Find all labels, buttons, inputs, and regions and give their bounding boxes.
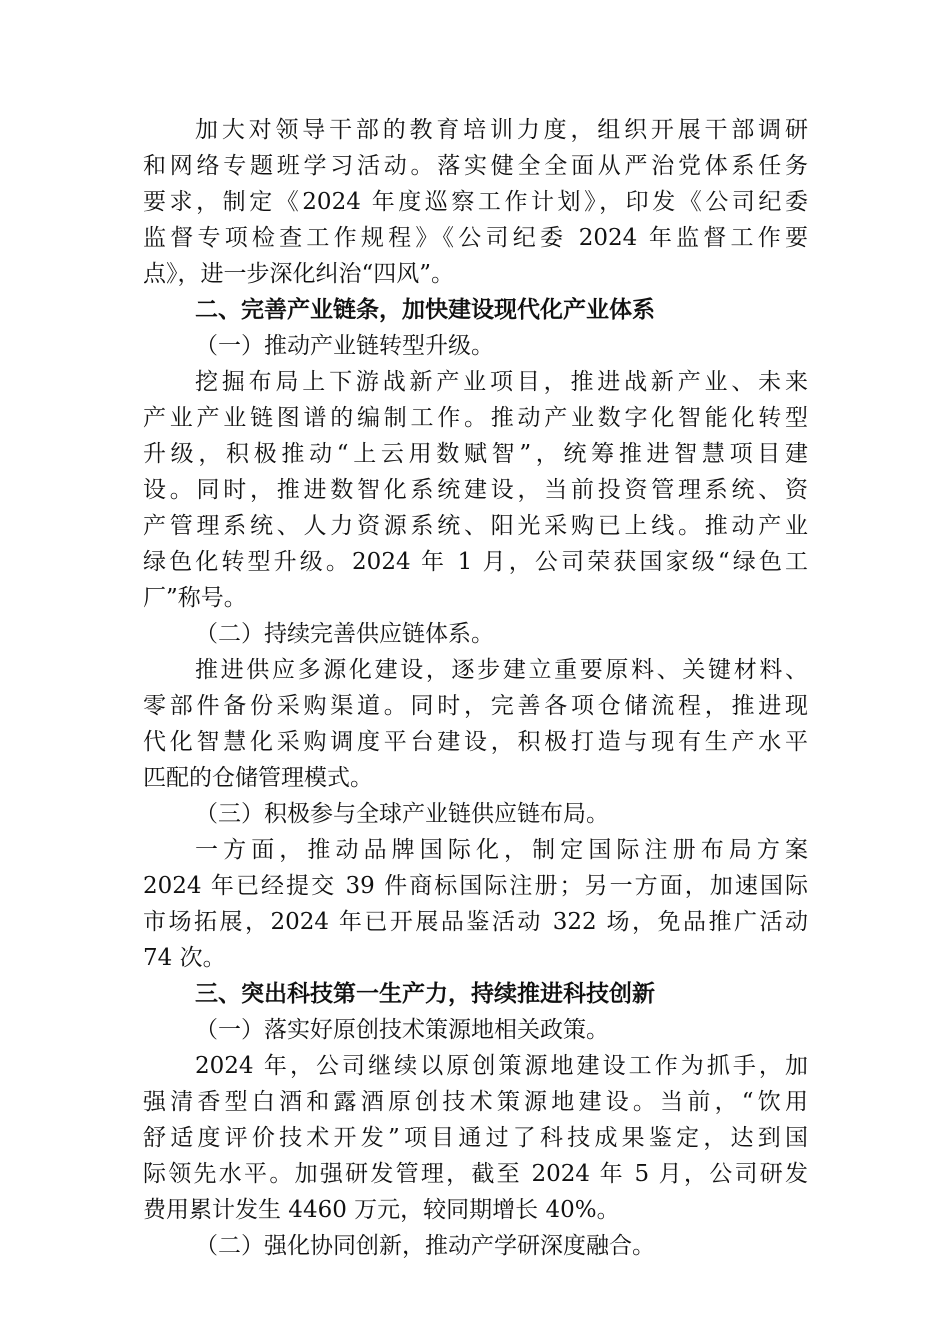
paragraph-line: 2024 年，公司继续以原创策源地建设工作为抓手，加 [195, 1053, 808, 1079]
section-heading-3: 三、突出科技第一生产力，持续推进科技创新 [195, 981, 655, 1007]
paragraph-line: 点》，进一步深化纠治“四风”。 [143, 261, 455, 287]
paragraph-line: 推进供应多源化建设，逐步建立重要原料、关键材料、 [195, 657, 808, 683]
subsection-heading: （三）积极参与全球产业链供应链布局。 [195, 801, 609, 827]
paragraph-line: 监督专项检查工作规程》《公司纪委 2024 年监督工作要 [143, 225, 808, 251]
paragraph-line: 厂”称号。 [143, 585, 247, 611]
document-body [143, 112, 808, 1264]
paragraph-line: 和网络专题班学习活动。落实健全全面从严治党体系任务 [143, 153, 808, 179]
paragraph-line: 74 次。 [143, 945, 226, 971]
paragraph-line: 绿色化转型升级。2024 年 1 月，公司荣获国家级“绿色工 [143, 549, 808, 575]
paragraph-line: 市场拓展，2024 年已开展品鉴活动 322 场，免品推广活动 [143, 909, 808, 935]
paragraph-line: 强清香型白酒和露酒原创技术策源地建设。当前，“饮用 [143, 1089, 808, 1115]
paragraph-line: 2024 年已经提交 39 件商标国际注册；另一方面，加速国际 [143, 873, 808, 899]
paragraph-line: 升级，积极推动“上云用数赋智”，统筹推进智慧项目建 [143, 441, 808, 467]
paragraph-line: 设。同时，推进数智化系统建设，当前投资管理系统、资 [143, 477, 808, 503]
paragraph-line: 际领先水平。加强研发管理，截至 2024 年 5 月，公司研发 [143, 1161, 808, 1187]
paragraph-line: 零部件备份采购渠道。同时，完善各项仓储流程，推进现 [143, 693, 808, 719]
paragraph-line: 费用累计发生 4460 万元，较同期增长 40%。 [143, 1197, 620, 1223]
subsection-heading: （一）推动产业链转型升级。 [195, 333, 494, 359]
paragraph-line: 舒适度评价技术开发”项目通过了科技成果鉴定，达到国 [143, 1125, 808, 1151]
subsection-heading: （一）落实好原创技术策源地相关政策。 [195, 1017, 609, 1043]
section-heading-2: 二、完善产业链条，加快建设现代化产业体系 [195, 297, 655, 323]
paragraph-line: 产管理系统、人力资源系统、阳光采购已上线。推动产业 [143, 513, 808, 539]
paragraph-line: 挖掘布局上下游战新产业项目，推进战新产业、未来 [195, 369, 808, 395]
paragraph-line: 产业产业链图谱的编制工作。推动产业数字化智能化转型 [143, 405, 808, 431]
paragraph-line: 一方面，推动品牌国际化，制定国际注册布局方案 [195, 837, 808, 863]
paragraph-line: 加大对领导干部的教育培训力度，组织开展干部调研 [195, 117, 808, 143]
subsection-heading: （二）强化协同创新，推动产学研深度融合。 [195, 1233, 655, 1259]
paragraph-line: 匹配的仓储管理模式。 [143, 765, 373, 791]
subsection-heading: （二）持续完善供应链体系。 [195, 621, 494, 647]
paragraph-line: 代化智慧化采购调度平台建设，积极打造与现有生产水平 [143, 729, 808, 755]
paragraph-line: 要求，制定《2024 年度巡察工作计划》，印发《公司纪委 [143, 189, 808, 215]
